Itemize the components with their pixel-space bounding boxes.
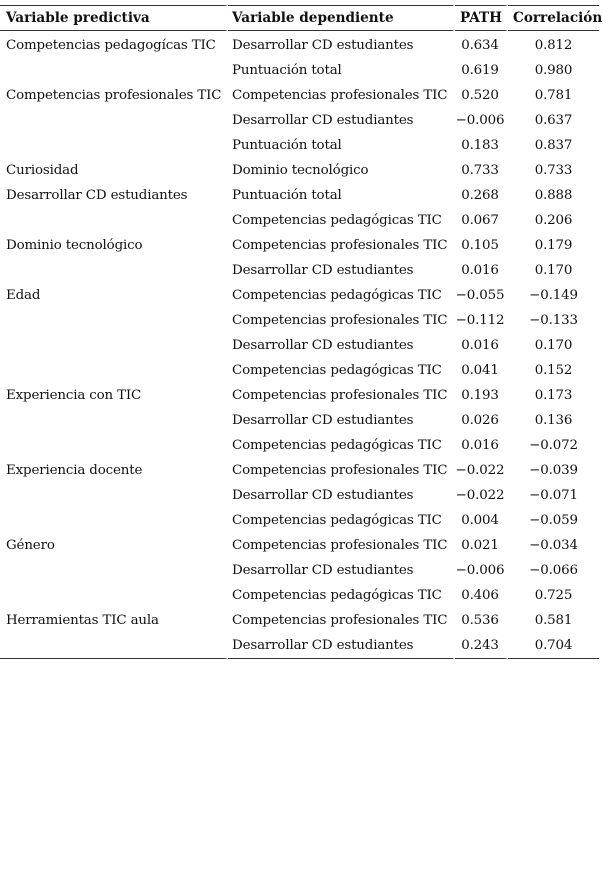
cell-predictor-variable: Competencias profesionales TIC <box>0 83 228 108</box>
cell-dependent-variable: Desarrollar CD estudiantes <box>228 333 455 358</box>
cell-correlation-value: −0.034 <box>529 538 578 553</box>
cell-dependent-variable: Competencias pedagógicas TIC <box>228 433 455 458</box>
cell-predictor-variable <box>0 208 228 233</box>
cell-dependent-variable: Puntuación total <box>228 58 455 83</box>
cell-path-value: 0.406 <box>455 583 508 608</box>
cell-path-value: 0.004 <box>455 508 508 533</box>
cell-correlation-value: 0.733 <box>534 163 573 178</box>
cell-path-value: 0.619 <box>455 58 508 83</box>
cell-dependent-variable: Desarrollar CD estudiantes <box>228 558 455 583</box>
cell-path-value: 0.016 <box>455 333 508 358</box>
cell-correlation-value: 0.581 <box>534 613 573 628</box>
table-row <box>0 133 599 158</box>
cell-path-value: 0.520 <box>455 83 508 108</box>
table-row <box>0 508 599 533</box>
cell-dependent-variable: Desarrollar CD estudiantes <box>228 108 455 133</box>
header-path: PATH <box>455 5 508 31</box>
cell-path-value: −0.112 <box>455 308 508 333</box>
cell-path-value: 0.021 <box>455 533 508 558</box>
cell-correlation-value: 0.704 <box>508 633 599 659</box>
cell-predictor-variable: Experiencia docente <box>0 458 228 483</box>
path-correlation-table <box>0 5 603 659</box>
cell-path-value: 0.536 <box>455 608 508 633</box>
table-header-row <box>0 5 599 31</box>
cell-predictor-variable <box>0 433 228 458</box>
table-row <box>0 31 599 58</box>
cell-predictor-variable <box>0 108 228 133</box>
cell-predictor-variable <box>0 508 228 533</box>
cell-correlation-value: −0.066 <box>529 563 578 578</box>
cell-correlation-value: 0.173 <box>534 388 573 403</box>
cell-dependent-variable: Desarrollar CD estudiantes <box>228 258 455 283</box>
cell-path-value: 0.067 <box>455 208 508 233</box>
cell-correlation-value: −0.059 <box>529 513 578 528</box>
cell-correlation-value: 0.170 <box>534 263 573 278</box>
table-row <box>0 383 599 408</box>
cell-predictor-variable: Experiencia con TIC <box>0 383 228 408</box>
table-row <box>0 458 599 483</box>
table-row <box>0 58 599 83</box>
cell-path-value: −0.006 <box>455 108 508 133</box>
cell-dependent-variable: Competencias profesionales TIC <box>228 83 455 108</box>
cell-correlation-value: 0.170 <box>534 338 573 353</box>
cell-correlation-value: 0.152 <box>534 363 573 378</box>
cell-dependent-variable: Desarrollar CD estudiantes <box>228 31 455 58</box>
table-row <box>0 208 599 233</box>
header-dependent-variable: Variable dependiente <box>228 5 455 31</box>
cell-correlation-value: −0.072 <box>529 438 578 453</box>
cell-dependent-variable: Puntuación total <box>228 133 455 158</box>
table-row <box>0 358 599 383</box>
cell-path-value: 0.016 <box>455 433 508 458</box>
cell-path-value: −0.022 <box>455 483 508 508</box>
cell-dependent-variable: Desarrollar CD estudiantes <box>228 483 455 508</box>
table-row <box>0 283 599 308</box>
table-row <box>0 483 599 508</box>
cell-dependent-variable: Dominio tecnológico <box>228 158 455 183</box>
cell-dependent-variable: Desarrollar CD estudiantes <box>228 408 455 433</box>
cell-predictor-variable <box>0 483 228 508</box>
cell-correlation-value: −0.133 <box>529 313 578 328</box>
cell-predictor-variable: Herramientas TIC aula <box>0 608 228 633</box>
cell-predictor-variable: Curiosidad <box>0 158 228 183</box>
cell-correlation-value: 0.725 <box>534 588 573 603</box>
cell-predictor-variable <box>0 358 228 383</box>
cell-correlation-value: −0.149 <box>529 288 578 303</box>
cell-dependent-variable: Competencias pedagógicas TIC <box>228 508 455 533</box>
table-row <box>0 558 599 583</box>
table-row <box>0 408 599 433</box>
cell-path-value: 0.634 <box>455 31 508 58</box>
cell-correlation-value: 0.980 <box>534 63 573 78</box>
cell-dependent-variable: Competencias profesionales TIC <box>228 233 455 258</box>
cell-dependent-variable: Competencias pedagógicas TIC <box>228 208 455 233</box>
cell-dependent-variable: Competencias profesionales TIC <box>228 308 455 333</box>
header-correlation: Correlación <box>508 5 599 31</box>
cell-predictor-variable: Edad <box>0 283 228 308</box>
cell-path-value: 0.243 <box>455 633 508 659</box>
cell-path-value: 0.041 <box>455 358 508 383</box>
cell-correlation-value: 0.206 <box>534 213 573 228</box>
header-predictor-variable: Variable predictiva <box>0 5 228 31</box>
cell-predictor-variable <box>0 133 228 158</box>
table-row <box>0 233 599 258</box>
cell-predictor-variable: Desarrollar CD estudiantes <box>0 183 228 208</box>
table-row <box>0 258 599 283</box>
cell-path-value: −0.055 <box>455 283 508 308</box>
cell-predictor-variable: Género <box>0 533 228 558</box>
table-row <box>0 158 599 183</box>
cell-correlation-value: 0.837 <box>534 138 573 153</box>
cell-path-value: 0.183 <box>455 133 508 158</box>
cell-correlation-value: 0.888 <box>534 188 573 203</box>
cell-dependent-variable: Puntuación total <box>228 183 455 208</box>
table-row <box>0 308 599 333</box>
cell-predictor-variable <box>0 308 228 333</box>
cell-path-value: 0.193 <box>455 383 508 408</box>
cell-dependent-variable: Competencias profesionales TIC <box>228 383 455 408</box>
table-row <box>0 433 599 458</box>
cell-correlation-value: 0.637 <box>534 113 573 128</box>
table-body <box>0 31 599 659</box>
cell-predictor-variable <box>0 58 228 83</box>
cell-dependent-variable: Competencias profesionales TIC <box>228 533 455 558</box>
cell-path-value: −0.006 <box>455 558 508 583</box>
cell-correlation-value: 0.812 <box>534 38 573 53</box>
cell-predictor-variable <box>0 583 228 608</box>
cell-predictor-variable <box>0 408 228 433</box>
cell-correlation-value: 0.179 <box>534 238 573 253</box>
cell-predictor-variable <box>0 558 228 583</box>
cell-correlation-value: −0.039 <box>529 463 578 478</box>
cell-dependent-variable: Competencias profesionales TIC <box>228 608 455 633</box>
cell-path-value: 0.026 <box>455 408 508 433</box>
cell-dependent-variable: Competencias profesionales TIC <box>228 458 455 483</box>
cell-predictor-variable: Competencias pedagogícas TIC <box>0 31 228 58</box>
cell-path-value: 0.016 <box>455 258 508 283</box>
cell-path-value: 0.733 <box>455 158 508 183</box>
cell-dependent-variable: Competencias pedagógicas TIC <box>228 358 455 383</box>
cell-correlation-value: −0.071 <box>529 488 578 503</box>
table-row <box>0 633 599 659</box>
cell-predictor-variable <box>0 333 228 358</box>
cell-dependent-variable: Desarrollar CD estudiantes <box>228 633 455 659</box>
cell-correlation-value: 0.781 <box>534 88 573 103</box>
cell-correlation-value: 0.136 <box>534 413 573 428</box>
table-row <box>0 608 599 633</box>
cell-path-value: −0.022 <box>455 458 508 483</box>
cell-dependent-variable: Competencias pedagógicas TIC <box>228 283 455 308</box>
cell-predictor-variable <box>0 633 228 659</box>
cell-predictor-variable <box>0 258 228 283</box>
cell-path-value: 0.105 <box>455 233 508 258</box>
table-row <box>0 583 599 608</box>
table-row <box>0 333 599 358</box>
cell-predictor-variable: Dominio tecnológico <box>0 233 228 258</box>
table-row <box>0 108 599 133</box>
cell-path-value: 0.268 <box>455 183 508 208</box>
table-row <box>0 83 599 108</box>
table-row <box>0 183 599 208</box>
cell-dependent-variable: Competencias pedagógicas TIC <box>228 583 455 608</box>
table-row <box>0 533 599 558</box>
